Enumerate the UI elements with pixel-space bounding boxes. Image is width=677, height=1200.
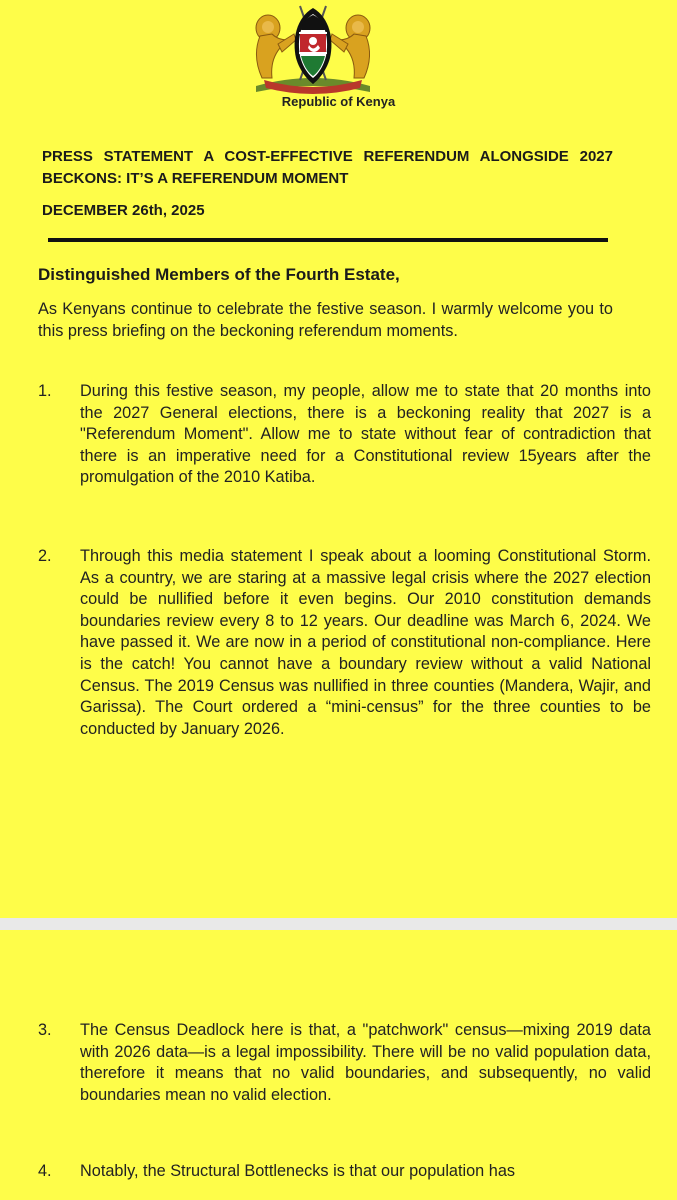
seal-caption: Republic of Kenya (281, 94, 396, 109)
heading-divider (48, 238, 608, 242)
salutation: Distinguished Members of the Fourth Estate, (38, 265, 400, 284)
paragraph-number: 4. (38, 1162, 52, 1180)
coat-of-arms-graphic (238, 0, 388, 96)
statement-heading: PRESS STATEMENT A COST-EFFECTIVE REFERENDUM ALONGSIDE 2027 BECKONS: IT’S A REFERENDUM MOMENT (42, 148, 613, 187)
paragraph-text: Through this media statement I speak about a looming Constitutional Storm. As a country, we are staring at a massive legal crisis where the 2027 election could be nullified before it even begins. Our 2010 constitution demands boundaries review every 8 to 12 years. Our deadline was March 6, 2024. We have passed it. We are now in a period of constitutional non-compliance. Here is the catch! You cannot have a boundary review without a valid National Census. The 2019 Census was nullified in three counties (Mandera, Wajir, and Garissa). The Court ordered a “mini-census” for the three counties to be conducted by January 2026. (80, 547, 651, 738)
paragraph-text: The Census Deadlock here is that, a "patchwork" census—mixing 2019 data with 2026 data—is a legal impossibility. There will be no valid population data, therefore it means that no valid boundaries, and subsequently, no valid boundaries mean no valid election. (80, 1021, 651, 1104)
kenya-coat-of-arms-icon (238, 0, 388, 96)
paragraph-text: During this festive season, my people, allow me to state that 20 months into the 2027 General elections, there is a beckoning reality that 2027 is a "Referendum Moment". Allow me to state without fear of contradiction that there is an imperative need for a Constitutional review 15years after the promulgation of the 2010 Katiba. (80, 382, 651, 487)
intro-paragraph: As Kenyans continue to celebrate the festive season. I warmly welcome you to this press briefing on the beckoning referendum moments. (38, 300, 613, 340)
page-break (0, 918, 677, 930)
paragraph-text: Notably, the Structural Bottlenecks is that our population has (80, 1162, 516, 1180)
paragraph-number: 3. (38, 1021, 52, 1039)
paragraph-number: 1. (38, 382, 52, 400)
paragraph-number: 2. (38, 547, 52, 565)
statement-date: DECEMBER 26th, 2025 (42, 202, 205, 219)
